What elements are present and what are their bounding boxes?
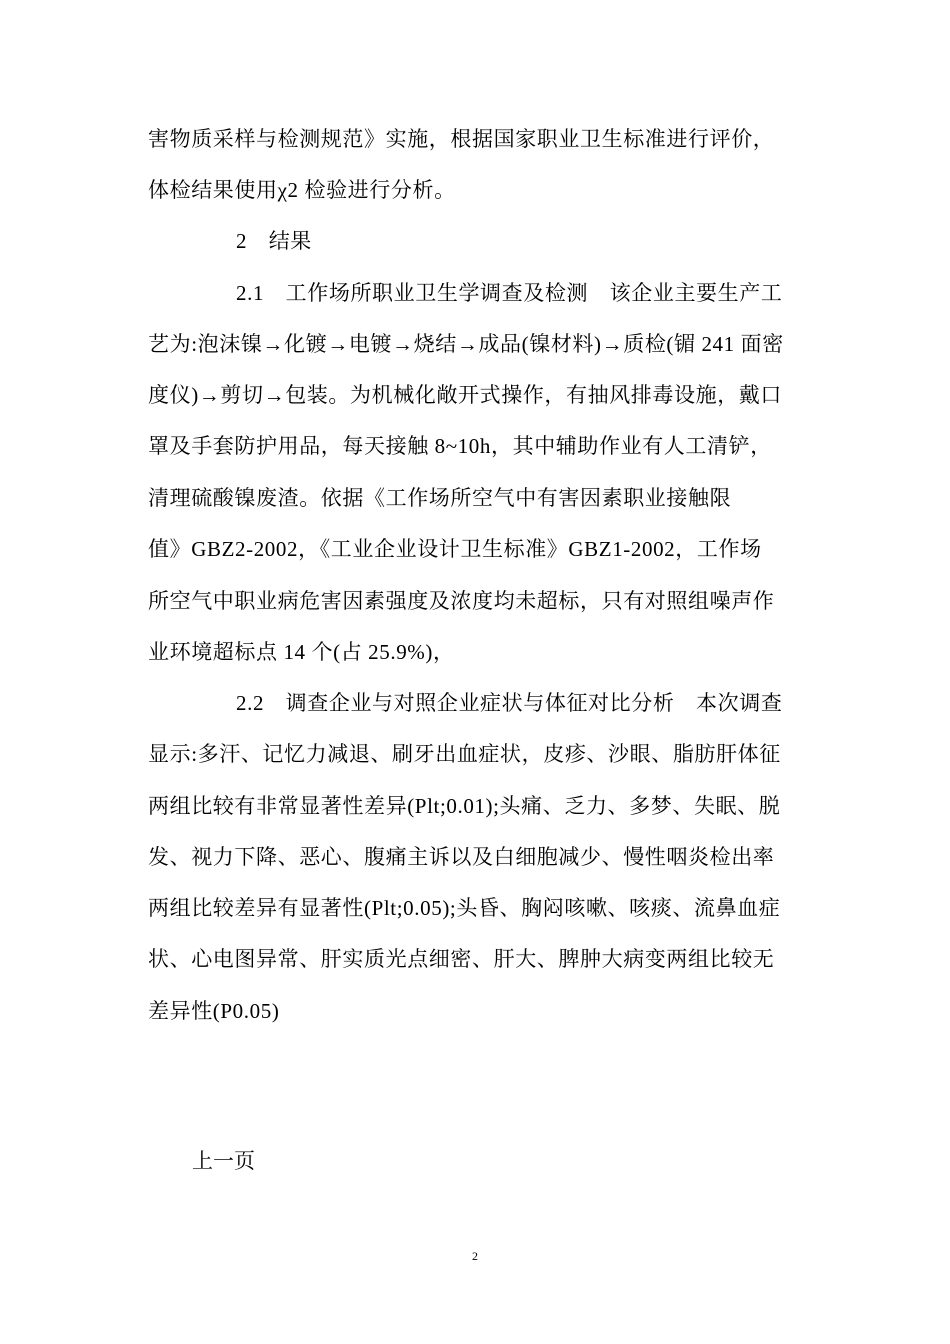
body-text-line: 状、心电图异常、肝实质光点细密、肝大、脾肿大病变两组比较无	[148, 947, 775, 971]
body-text-line: 罩及手套防护用品，每天接触 8~10h，其中辅助作业有人工清铲，	[148, 434, 772, 458]
body-text-line: 显示:多汗、记忆力减退、刷牙出血症状，皮疹、沙眼、脂肪肝体征	[148, 742, 781, 766]
body-text-line: 值》GBZ2-2002，《工业企业设计卫生标准》GBZ1-2002，工作场	[148, 537, 762, 561]
body-text-line: 害物质采样与检测规范》实施，根据国家职业卫生标准进行评价，	[148, 127, 775, 151]
body-text-line: 两组比较差异有显著性(Plt;0.05);头昏、胸闷咳嗽、咳痰、流鼻血症	[148, 896, 781, 920]
subsection-heading-line: 2.2 调查企业与对照企业症状与体征对比分析 本次调查	[236, 691, 783, 715]
body-text-line: 体检结果使用χ2 检验进行分析。	[148, 178, 456, 202]
body-text-line: 清理硫酸镍废渣。依据《工作场所空气中有害因素职业接触限	[148, 486, 732, 510]
body-text-line: 业环境超标点 14 个(占 25.9%)，	[148, 640, 455, 664]
page-number: 2	[472, 1249, 478, 1263]
body-text-line: 差异性(P0.05)	[148, 999, 280, 1023]
body-text-line: 两组比较有非常显著性差异(Plt;0.01);头痛、乏力、多梦、失眠、脱	[148, 794, 781, 818]
body-text-line: 艺为:泡沫镍→化镀→电镀→烧结→成品(镍材料)→质检(镅 241 面密	[148, 332, 784, 356]
body-text-line: 发、视力下降、恶心、腹痛主诉以及白细胞减少、慢性咽炎检出率	[148, 845, 775, 869]
body-text-line: 度仪)→剪切→包装。为机械化敞开式操作，有抽风排毒设施，戴口	[148, 383, 782, 407]
subsection-heading-line: 2.1 工作场所职业卫生学调查及检测 该企业主要生产工	[236, 281, 783, 305]
body-text-line: 所空气中职业病危害因素强度及浓度均未超标，只有对照组噪声作	[148, 589, 775, 613]
section-heading: 2 结果	[236, 229, 312, 253]
previous-page-link[interactable]: 上一页	[192, 1149, 255, 1173]
